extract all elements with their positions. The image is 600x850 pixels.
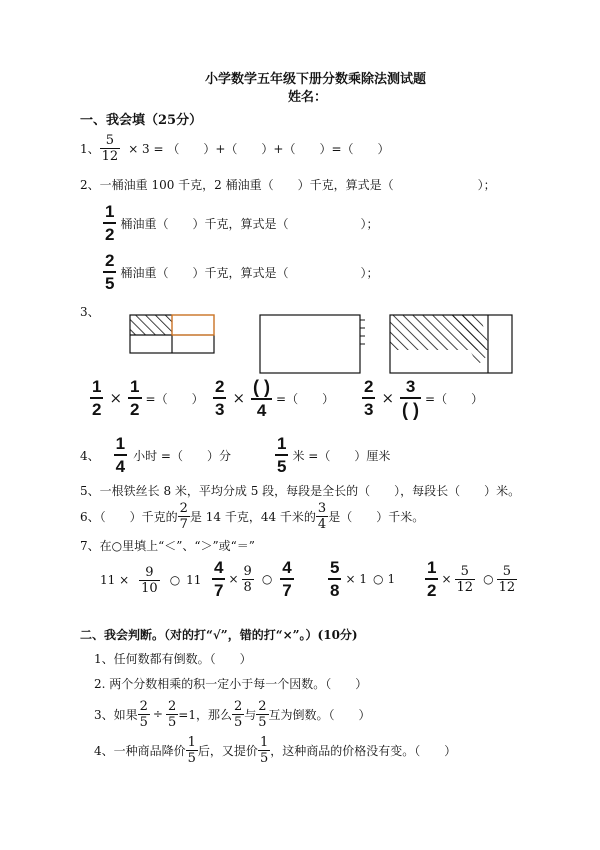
- j3-fraction-1: [138, 700, 150, 729]
- j4-f2-den: 5: [259, 750, 269, 766]
- q3e3-frac-b: [400, 378, 421, 419]
- q7e2-f3-num: 4: [282, 558, 292, 577]
- q7e4-times: ×: [441, 572, 452, 586]
- q7e4-circle[interactable]: ○: [483, 572, 494, 586]
- q1-frac-numerator: 5: [105, 132, 115, 148]
- q3e2-b-num: ( ): [253, 376, 271, 397]
- q3e3-times: ×: [381, 389, 395, 407]
- q3-diagram-3: [390, 315, 512, 373]
- q4b-text: 米 =（ ）厘米: [292, 448, 391, 463]
- q7e1-fraction: [139, 566, 160, 595]
- q2b-text: 桶油重（ ）千克，算式是（ ）；: [120, 265, 379, 280]
- q3-diagram-1: [130, 315, 214, 353]
- q3e3-a-num: 2: [364, 377, 374, 396]
- j3-divide: ÷: [152, 707, 163, 721]
- q7e1-right: 11: [186, 573, 202, 587]
- question-1: [80, 130, 390, 166]
- q3e2-a-num: 2: [215, 377, 225, 396]
- q2b-fraction: [103, 252, 116, 292]
- question-5: 5、一根铁丝长 8 米，平均分成 5 段，每段是全长的（ ），每段长（ ）米。: [80, 484, 521, 498]
- q6-part2: 是 14 千克，44 千米的: [189, 509, 316, 524]
- q3-diagrams: [120, 310, 520, 380]
- q7e3-num: 5: [330, 558, 340, 577]
- q7e1-den: 10: [141, 580, 158, 596]
- q7e4-fraction-2: [455, 565, 476, 594]
- q7e4-fraction-3: [497, 565, 518, 594]
- q3e1-frac-b: [128, 378, 141, 418]
- q7-expression-4: [425, 557, 517, 601]
- q1-fraction: [100, 134, 121, 163]
- q2b-frac-denominator: 5: [105, 274, 115, 293]
- q3e3-b-den: ( ): [402, 399, 420, 420]
- q7e2-circle[interactable]: ○: [261, 572, 273, 586]
- question-2b: [103, 252, 378, 292]
- q3-number: 3、: [80, 305, 100, 319]
- judge-2: 2. 两个分数相乘的积一定小于每一个因数。（ ）: [94, 677, 368, 691]
- judge-3: [94, 697, 371, 731]
- q3e1-a-num: 1: [92, 377, 102, 396]
- q3e2-frac-a: [213, 378, 226, 418]
- question-2: 2、一桶油重 100 千克，2 桶油重（ ）千克，算式是（ ）；: [80, 178, 496, 192]
- judge-4: [94, 733, 456, 767]
- q7e3-circle[interactable]: ○: [372, 572, 384, 586]
- q6-f1-den: 7: [179, 516, 188, 532]
- page-title: 小学数学五年级下册分数乘除法测试题: [205, 72, 427, 87]
- q7e1-lead: 11 ×: [100, 573, 130, 587]
- q7e1-circle[interactable]: ○: [169, 573, 181, 587]
- q6-f2-den: 4: [317, 516, 327, 532]
- q1-number: 1、: [80, 141, 100, 156]
- q7-expression-2: [212, 557, 294, 601]
- q7e2-f1-den: 7: [214, 581, 224, 600]
- q3e2-a-den: 3: [215, 400, 225, 419]
- q2a-frac-denominator: 2: [105, 225, 115, 244]
- question-7: 7、在○里填上“＜”、“＞”或“＝”: [80, 539, 255, 553]
- question-6: [80, 500, 424, 532]
- q7e4-f1-num: 1: [427, 558, 437, 577]
- j3-f3-num: 2: [233, 698, 243, 714]
- q7e3-right: 1: [387, 572, 396, 586]
- q7e2-times: ×: [228, 572, 239, 586]
- q4b-den: 5: [276, 457, 287, 476]
- q4a-fraction: [114, 435, 127, 475]
- j3-fraction-3: [232, 700, 244, 729]
- q7e4-fraction-1: [425, 559, 438, 599]
- q3e2-frac-b: [251, 378, 272, 419]
- q6-fraction-2: [316, 502, 328, 531]
- j3-part2: =1，那么: [178, 707, 232, 722]
- j4-part2: 后，又提价: [197, 743, 258, 758]
- section1-heading: 一、我会填（25分）: [80, 113, 203, 128]
- q3e1-frac-a: [90, 378, 103, 418]
- q4b-num: 1: [276, 434, 287, 453]
- q3e3-b-num: 3: [405, 376, 416, 396]
- q2b-frac-numerator: 2: [105, 251, 115, 270]
- question-2a: [103, 203, 378, 243]
- j3-f3-den: 5: [233, 714, 243, 730]
- q3e3-frac-a: [362, 378, 375, 418]
- j4-fraction-1: [186, 736, 198, 765]
- j3-fraction-4: [256, 700, 268, 729]
- q4a-num: 1: [115, 434, 126, 453]
- q6-part3: 是（ ）千米。: [328, 509, 425, 524]
- j3-part1: 3、如果: [94, 707, 138, 722]
- q6-part1: 6、（ ）千克的: [80, 509, 178, 524]
- j4-part3: ，这种商品的价格没有变。（ ）: [270, 743, 457, 758]
- q3e1-b-num: 1: [130, 377, 140, 396]
- q7e2-fraction-1: [212, 559, 225, 599]
- j3-part4: 互为倒数。（ ）: [268, 707, 371, 722]
- q7e4-f2-num: 5: [460, 563, 469, 579]
- j3-part3: 与: [244, 707, 257, 722]
- q2a-frac-numerator: 1: [105, 202, 115, 221]
- q4a-den: 4: [115, 457, 126, 476]
- q3e3-answer: =（ ）: [425, 391, 484, 406]
- j4-fraction-2: [258, 736, 270, 765]
- q3e1-a-den: 2: [92, 400, 102, 419]
- q7e2-fraction-3: [280, 559, 293, 599]
- j4-f1-num: 1: [187, 734, 196, 750]
- q7e4-f1-den: 2: [427, 581, 437, 600]
- q6-f1-num: 2: [179, 500, 188, 516]
- j3-f1-num: 2: [139, 698, 148, 714]
- q4a-text: 小时 =（ ）分: [133, 448, 231, 463]
- q6-f2-num: 3: [317, 500, 327, 516]
- q3-expression-2: [213, 375, 334, 421]
- q3e2-b-den: 4: [256, 400, 267, 420]
- q3-diagram-2: [260, 315, 365, 373]
- q3e1-b-den: 2: [130, 400, 140, 419]
- q7e2-f2-num: 9: [243, 563, 252, 579]
- q3e2-times: ×: [232, 389, 246, 407]
- q1-frac-denominator: 12: [101, 148, 119, 164]
- q7e3-mid: × 1: [345, 572, 367, 586]
- q3e3-a-den: 3: [364, 400, 374, 419]
- q7e4-f2-den: 12: [456, 579, 474, 595]
- j3-f2-num: 2: [167, 698, 177, 714]
- j3-f2-den: 5: [167, 714, 177, 730]
- q3e2-answer: =（ ）: [276, 391, 335, 406]
- j3-f1-den: 5: [139, 714, 148, 730]
- q4-number: 4、: [80, 448, 100, 463]
- q3-expression-1: [90, 375, 204, 421]
- q7e1-num: 9: [145, 564, 154, 580]
- j4-f1-den: 5: [187, 750, 196, 766]
- q6-fraction-1: [178, 502, 190, 531]
- q3e1-answer: =（ ）: [145, 391, 204, 406]
- j3-f4-num: 2: [258, 698, 267, 714]
- q7e2-f1-num: 4: [214, 558, 224, 577]
- q7e2-fraction-2: [242, 565, 254, 594]
- j3-fraction-2: [166, 700, 178, 729]
- q7e2-f2-den: 8: [243, 579, 252, 595]
- q7e2-f3-den: 7: [282, 581, 292, 600]
- q4b-fraction: [275, 435, 288, 475]
- name-label: 姓名：: [288, 90, 328, 105]
- section2-heading: 二、我会判断。（对的打“√”，错的打“×”。）(10分): [80, 628, 358, 642]
- q7e4-f3-num: 5: [502, 563, 511, 579]
- q7-expression-3: [328, 557, 395, 601]
- q7-expression-1: [100, 560, 201, 600]
- j4-part1: 4、一种商品降价: [94, 743, 186, 758]
- q3-expression-3: [362, 375, 483, 421]
- q7e3-fraction: [328, 559, 341, 599]
- judge-1: 1、任何数都有倒数。（ ）: [94, 652, 252, 666]
- j4-f2-num: 1: [259, 734, 269, 750]
- q7e3-den: 8: [330, 581, 340, 600]
- q1-text: × 3 = （ ）+（ ）+（ ）=（ ）: [128, 141, 390, 156]
- q2a-text: 桶油重（ ）千克，算式是（ ）；: [120, 216, 379, 231]
- q2a-fraction: [103, 203, 116, 243]
- question-4: [80, 433, 390, 477]
- q3e1-times: ×: [109, 389, 123, 407]
- j3-f4-den: 5: [258, 714, 267, 730]
- q7e4-f3-den: 12: [498, 579, 516, 595]
